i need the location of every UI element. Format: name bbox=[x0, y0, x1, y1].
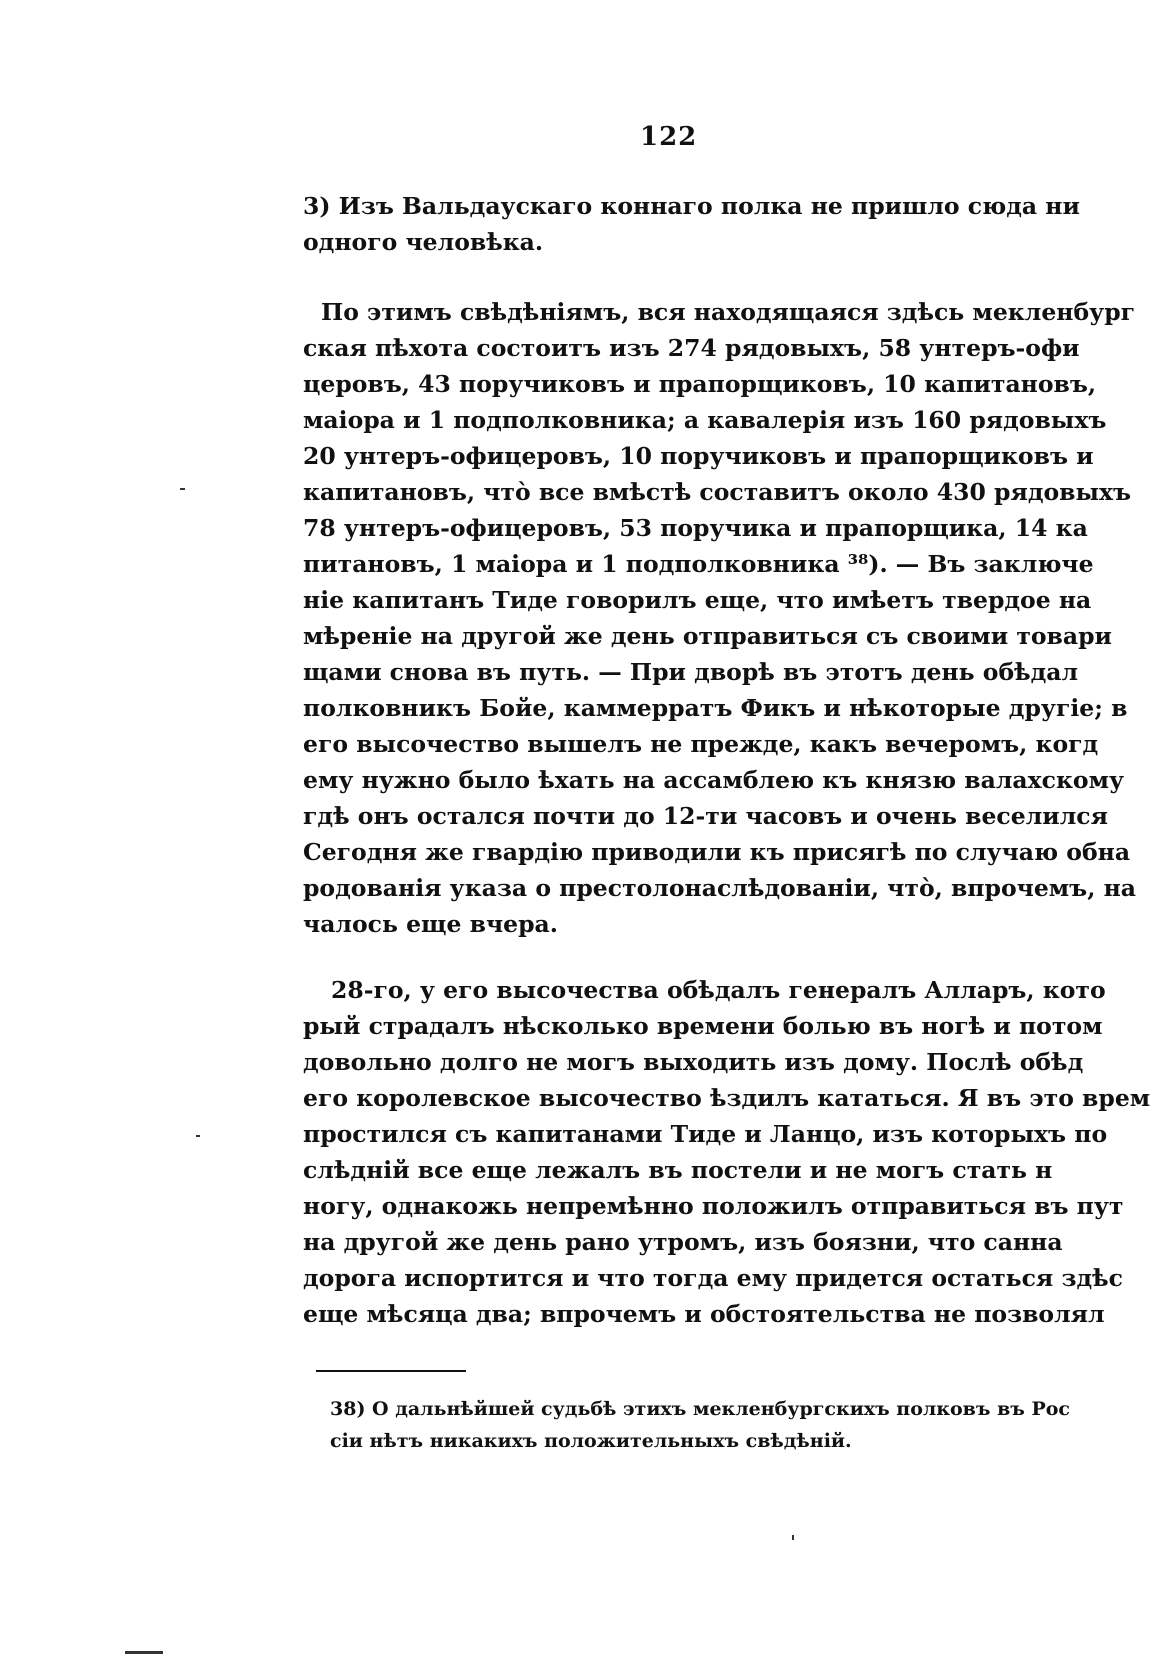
text-line: ему нужно было ѣхать на ассамблею къ князю валахскому bbox=[303, 766, 1125, 794]
text-line: щами снова въ путь. — При дворѣ въ этотъ день обѣдал bbox=[303, 658, 1079, 686]
text-line: капитановъ, что̀ все вмѣстѣ составитъ около 430 рядовыхъ bbox=[303, 478, 1132, 506]
text-line: еще мѣсяца два; впрочемъ и обстоятельства не позволял bbox=[303, 1300, 1105, 1328]
scan-speck bbox=[792, 1535, 794, 1540]
text-line: дорога испортится и что тогда ему придется остаться здѣс bbox=[303, 1264, 1123, 1292]
text-line: 20 унтеръ-офицеровъ, 10 поручиковъ и прапорщиковъ и bbox=[303, 442, 1094, 470]
paragraph-1 bbox=[303, 188, 1080, 260]
text-line: ногу, однакожь непремѣнно положилъ отправиться въ пут bbox=[303, 1192, 1124, 1220]
scan-speck bbox=[196, 1135, 200, 1137]
footnote-line: 38) О дальнѣйшей судьбѣ этихъ мекленбургскихъ полковъ въ Рос bbox=[330, 1398, 1070, 1420]
text-line: на другой же день рано утромъ, изъ боязни, что санна bbox=[303, 1228, 1063, 1256]
footnote-separator bbox=[316, 1370, 466, 1372]
text-line: По этимъ свѣдѣніямъ, вся находящаяся здѣсь мекленбург bbox=[321, 298, 1136, 326]
text-line: полковникъ Бойе, каммерратъ Фикъ и нѣкоторые другіе; в bbox=[303, 694, 1128, 722]
scan-speck bbox=[125, 1651, 163, 1654]
paragraph-3 bbox=[303, 972, 1150, 1332]
text-line: родованія указа о престолонаслѣдованіи, что̀, впрочемъ, на bbox=[303, 874, 1136, 902]
text-line: мѣреніе на другой же день отправиться съ своими товари bbox=[303, 622, 1112, 650]
text-line: 78 унтеръ-офицеровъ, 53 поручика и прапорщика, 14 ка bbox=[303, 514, 1088, 542]
text-line: его королевское высочество ѣздилъ кататься. Я въ это врем bbox=[303, 1084, 1150, 1112]
page-number: 122 bbox=[640, 122, 698, 152]
text-line: рый страдалъ нѣсколько времени болью въ ногѣ и потом bbox=[303, 1012, 1103, 1040]
text-line: маіора и 1 подполковника; а кавалерія изъ 160 рядовыхъ bbox=[303, 406, 1107, 434]
text-line: ніе капитанъ Тиде говорилъ еще, что имѣетъ твердое на bbox=[303, 586, 1092, 614]
footnote-line: сіи нѣтъ никакихъ положительныхъ свѣдѣній. bbox=[330, 1430, 852, 1452]
text-line: простился съ капитанами Тиде и Ланцо, изъ которыхъ по bbox=[303, 1120, 1108, 1148]
text-line: церовъ, 43 поручиковъ и прапорщиковъ, 10 капитановъ, bbox=[303, 370, 1097, 398]
paragraph-2 bbox=[303, 294, 1136, 942]
text-line: одного человѣка. bbox=[303, 228, 544, 256]
text-line: 3) Изъ Вальдаускаго коннаго полка не пришло сюда ни bbox=[303, 192, 1080, 220]
text-line: слѣдній все еще лежалъ въ постели и не могъ стать н bbox=[303, 1156, 1053, 1184]
text-line: питановъ, 1 маіора и 1 подполковника ³⁸). — Въ заключе bbox=[303, 550, 1094, 578]
scan-speck bbox=[180, 488, 185, 490]
text-line: Сегодня же гвардію приводили къ присягѣ по случаю обна bbox=[303, 838, 1131, 866]
footnote bbox=[330, 1393, 1070, 1457]
text-line: чалось еще вчера. bbox=[303, 910, 558, 938]
text-line: гдѣ онъ остался почти до 12-ти часовъ и очень веселился bbox=[303, 802, 1108, 830]
text-line: ская пѣхота состоитъ изъ 274 рядовыхъ, 58 унтеръ-офи bbox=[303, 334, 1080, 362]
text-line: 28-го, у его высочества обѣдалъ генералъ Алларъ, кото bbox=[331, 976, 1106, 1004]
text-line: довольно долго не могъ выходить изъ дому. Послѣ обѣд bbox=[303, 1048, 1084, 1076]
text-line: его высочество вышелъ не прежде, какъ вечеромъ, когд bbox=[303, 730, 1099, 758]
